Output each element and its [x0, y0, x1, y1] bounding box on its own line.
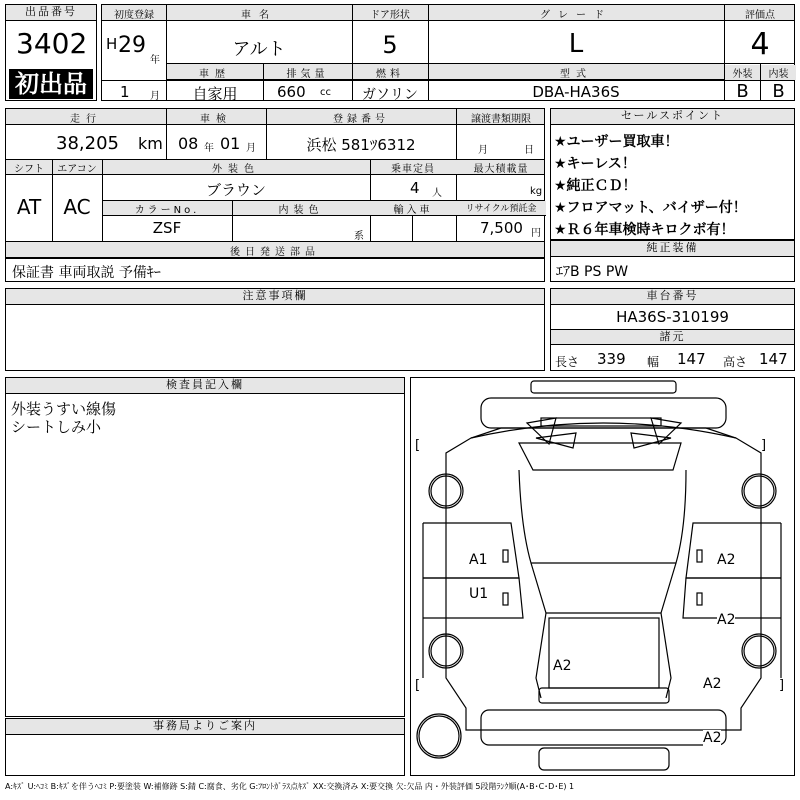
equip-label: 純正装備 — [551, 241, 794, 257]
disp-value: 660 — [277, 83, 306, 101]
name-label: 車名 — [241, 10, 277, 21]
height-label: 高さ — [723, 355, 748, 369]
grade-value: L — [568, 29, 584, 59]
sales-item: ★純正ＣＤ！ — [554, 178, 637, 194]
equip-value: ｴｱB PS PW — [556, 264, 629, 280]
inspector-label: 検査員記入欄 — [6, 378, 404, 394]
inspect-year-unit: 年 — [204, 143, 214, 154]
reg-year: 29 — [118, 33, 146, 58]
legend: A:ｷｽﾞ U:ﾍｺﾐ B:ｷｽﾞを伴うﾍｺﾐ P:要塗装 W:補修跡 S:錆 C:腐食、劣化 G:ﾌﾛﾝﾄｶﾞﾗｽ点ｷｽﾞ XX:交換済み X:要交換 欠:欠品 内・外装評価 5段階ﾗﾝｸ順(A･B･C･D･E) 1 — [5, 782, 575, 791]
sales-label: セールスポイント — [551, 109, 794, 125]
history-value: 自家用 — [192, 85, 238, 103]
car-name: アルト — [232, 39, 286, 60]
disp-label: 排気量 — [286, 69, 329, 80]
sales-item: ★フロアマット、バイザー付！ — [554, 200, 747, 216]
ac-label: エアコン — [57, 164, 97, 175]
plate-value: 浜松 581ﾂ6312 — [306, 136, 416, 154]
intcolor-unit: 系 — [354, 231, 364, 242]
width-value: 147 — [677, 350, 706, 368]
sales-item: ★ユーザー買取車！ — [554, 134, 679, 150]
inspect-month-unit: 月 — [246, 143, 256, 154]
plate-label: 登録番号 — [333, 114, 389, 125]
capacity-label: 乗車定員 — [391, 164, 435, 175]
damage-mark: A2 — [717, 552, 736, 568]
first-listing-badge: 初出品 — [9, 69, 93, 99]
inspector-line: 外装うすい線傷 — [11, 400, 117, 418]
doors-label: ドア形状 — [370, 10, 410, 21]
int-grade: B — [772, 81, 785, 102]
score-value: 4 — [750, 27, 770, 62]
chassis-box — [550, 288, 795, 371]
inspector-line: シートしみ小 — [11, 418, 102, 436]
model-value: DBA-HA36S — [532, 83, 620, 101]
colorno-label: カラーNo. — [134, 205, 200, 216]
reg-month: 1 — [120, 83, 130, 101]
later-label: 後日発送部品 — [230, 247, 320, 258]
int-label: 内装 — [761, 65, 796, 80]
length-value: 339 — [597, 350, 626, 368]
damage-mark: U1 — [469, 586, 489, 602]
colorno-value: ZSF — [152, 219, 182, 237]
mileage-label: 走行 — [70, 114, 102, 125]
ext-label: 外装 — [725, 65, 760, 80]
lot-number: 3402 — [16, 27, 88, 60]
fuel-label: 燃料 — [376, 69, 404, 80]
ext-grade: B — [736, 81, 749, 102]
transfer-label: 譲渡書類期限 — [471, 114, 531, 125]
header-grid — [101, 4, 795, 101]
load-label: 最大積載量 — [473, 164, 529, 175]
chassis-label: 車台番号 — [551, 289, 794, 305]
intcolor-label: 内装色 — [278, 205, 324, 216]
model-label: 型式 — [560, 69, 592, 80]
disp-unit: cc — [320, 87, 331, 98]
shift-value: AT — [16, 195, 42, 219]
length-label: 長さ — [555, 355, 580, 369]
shift-label: シフト — [14, 164, 44, 175]
bracket-right: ] — [779, 678, 785, 693]
notes-box — [5, 288, 545, 371]
history-label: 車歴 — [199, 69, 231, 80]
later-value: 保証書 車両取説 予備ｷｰ — [12, 265, 161, 281]
lot-box — [5, 4, 97, 101]
dims-label: 諸元 — [551, 330, 794, 345]
grade-label: グレード — [540, 10, 612, 21]
score-label: 評価点 — [745, 10, 775, 21]
sales-item: ★Ｒ６年車検時キロクボ有！ — [554, 222, 735, 238]
inspect-label: 車検 — [200, 114, 232, 125]
year-unit: 年 — [150, 55, 160, 66]
car-outline — [411, 378, 794, 775]
office-label: 事務局よりご案内 — [6, 719, 404, 735]
recycle-value: 7,500 — [480, 219, 523, 237]
mileage-value: 38,205 — [56, 133, 119, 154]
transfer-month: 月 — [478, 145, 488, 156]
damage-mark: A2 — [703, 730, 722, 746]
recycle-label: リサイクル預託金 — [465, 204, 537, 214]
lot-label: 出品番号 — [6, 5, 96, 21]
bracket-right: ] — [761, 438, 767, 453]
reg-label: 初度登録 — [114, 10, 154, 21]
height-value: 147 — [759, 350, 788, 368]
equip-box — [550, 240, 795, 282]
car-diagram — [410, 377, 795, 776]
month-unit: 月 — [150, 91, 160, 102]
inspect-month: 01 — [220, 134, 241, 153]
recycle-unit: 円 — [531, 228, 541, 239]
transfer-day: 日 — [524, 145, 534, 156]
mileage-unit: km — [138, 134, 163, 153]
capacity-value: 4 — [410, 179, 420, 197]
import-label: 輸入車 — [393, 205, 433, 216]
load-unit: kg — [530, 186, 543, 197]
damage-mark: A2 — [717, 612, 736, 628]
office-box — [5, 718, 405, 776]
doors-value: 5 — [382, 31, 398, 59]
reg-era: H — [106, 35, 118, 53]
chassis-value: HA36S-310199 — [616, 308, 729, 326]
color-label: 外装色 — [212, 164, 260, 175]
fuel-value: ガソリン — [362, 87, 418, 103]
capacity-unit: 人 — [432, 188, 442, 199]
bracket-left: [ — [415, 678, 421, 693]
notes-label: 注意事項欄 — [6, 289, 544, 305]
width-label: 幅 — [647, 355, 660, 369]
sales-box — [550, 108, 795, 240]
sales-item: ★キーレス！ — [554, 156, 636, 172]
detail-grid — [5, 108, 545, 282]
inspector-box — [5, 377, 405, 717]
damage-mark: A1 — [469, 552, 488, 568]
ac-value: AC — [63, 195, 91, 219]
damage-mark: A2 — [553, 658, 572, 674]
color-value: ブラウン — [205, 181, 266, 199]
inspect-year: 08 — [178, 134, 199, 153]
bracket-left: [ — [415, 438, 421, 453]
damage-mark: A2 — [703, 676, 722, 692]
